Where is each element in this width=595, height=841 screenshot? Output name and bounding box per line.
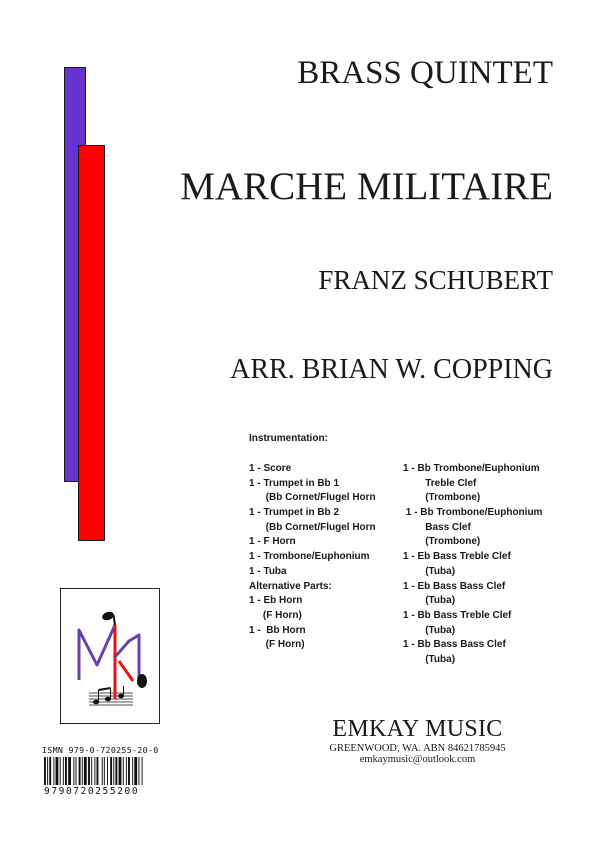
instrument-line: Bass Clef xyxy=(403,521,471,533)
red-accent-bar xyxy=(78,145,105,541)
barcode-icon xyxy=(42,757,182,787)
instrument-line: 1 - Bb Bass Treble Clef xyxy=(403,609,512,621)
instrument-line: 1 - Trumpet in Bb 2 xyxy=(249,507,340,519)
instrument-line: 1 - Bb Bass Bass Clef xyxy=(403,639,506,651)
instrument-line: 1 - Trumpet in Bb 1 xyxy=(249,477,340,489)
piece-title: MARCHE MILITAIRE xyxy=(180,165,553,208)
arranger-credit: ARR. BRIAN W. COPPING xyxy=(230,354,553,385)
emkay-logo xyxy=(60,588,160,724)
instrument-line: 1 - Eb Bass Bass Clef xyxy=(403,580,506,592)
instrument-line: 1 - Score xyxy=(249,463,292,474)
instrument-line: Treble Clef xyxy=(403,477,477,489)
instrument-line: (Tuba) xyxy=(403,624,456,636)
instrumentation-right-column xyxy=(403,462,542,668)
instrument-line: (Tuba) xyxy=(403,565,456,577)
instrument-line: (Bb Cornet/Flugel Horn xyxy=(249,492,376,504)
instrument-line: 1 - F Horn xyxy=(249,536,296,548)
instrumentation-heading: Instrumentation: xyxy=(249,433,328,444)
barcode-block xyxy=(42,745,182,797)
composer-name: FRANZ SCHUBERT xyxy=(318,265,553,295)
instrument-line: 1 - Bb Horn xyxy=(249,624,306,636)
instrument-line: 1 - Trombone/Euphonium xyxy=(249,551,370,563)
instrument-line: Alternative Parts: xyxy=(249,580,332,592)
ismn-number: ISMN 979-0-720255-20-0 xyxy=(42,745,159,755)
instrument-line: (Bb Cornet/Flugel Horn xyxy=(249,521,376,533)
instrument-line: (F Horn) xyxy=(249,639,305,651)
instrument-line: 1 - Bb Trombone/Euphonium xyxy=(403,507,543,519)
instrument-line: (Trombone) xyxy=(403,536,481,548)
publisher-name: EMKAY MUSIC xyxy=(332,716,503,742)
instrument-line: 1 - Bb Trombone/Euphonium xyxy=(403,463,540,474)
instrument-line: (F Horn) xyxy=(249,609,302,621)
ensemble-heading: BRASS QUINTET xyxy=(297,55,553,91)
publisher-address: GREENWOOD, WA. ABN 84621785945 xyxy=(329,743,506,754)
instrument-line: (Tuba) xyxy=(403,653,456,665)
publisher-email: emkaymusic@outlook.com xyxy=(359,754,476,765)
music-notes-logo-icon xyxy=(67,595,153,717)
instrument-line: (Trombone) xyxy=(403,492,481,504)
barcode-digits: 9790720255200 xyxy=(44,786,140,797)
instrument-line: 1 - Eb Horn xyxy=(249,595,303,607)
instrument-line: 1 - Tuba xyxy=(249,565,287,577)
instrument-line: (Tuba) xyxy=(403,595,456,607)
instrumentation-left-column xyxy=(249,462,376,653)
instrument-line: 1 - Eb Bass Treble Clef xyxy=(403,551,511,563)
